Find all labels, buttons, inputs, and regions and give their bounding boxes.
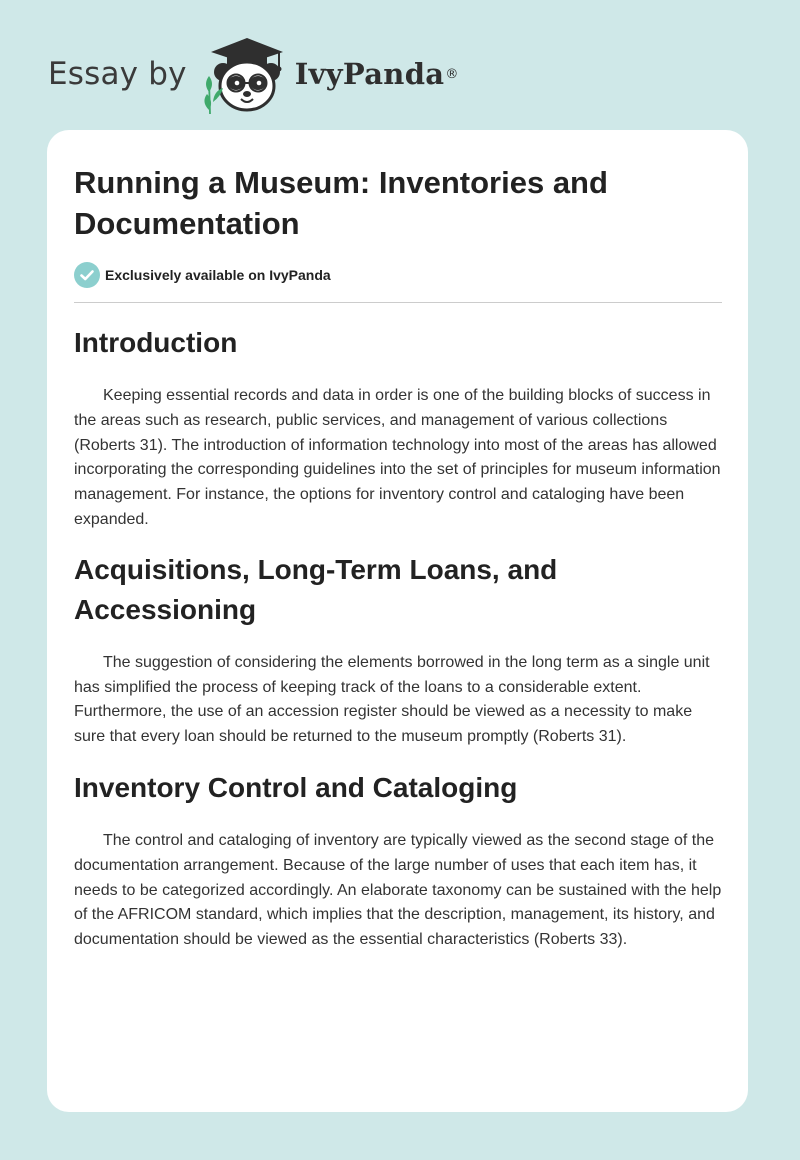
article-card (47, 130, 748, 1112)
exclusive-label: Exclusively available on IvyPanda (105, 267, 331, 283)
section-heading-acquisitions: Acquisitions, Long-Term Loans, and Accessioning (74, 553, 558, 625)
brand-header[interactable] (48, 34, 458, 114)
check-circle-icon (74, 262, 100, 288)
brand-name: IvyPanda (294, 57, 445, 91)
section-heading-introduction: Introduction (74, 327, 238, 358)
section-heading-inventory: Inventory Control and Cataloging (74, 771, 518, 803)
exclusive-badge (74, 262, 724, 288)
article-title: Running a Museum: Inventories and Documentation (74, 165, 608, 241)
registered-mark: ® (445, 66, 459, 82)
title-divider (74, 302, 722, 303)
article-content (74, 162, 724, 953)
section-paragraph-introduction: Keeping essential records and data in order is one of the building blocks of success in the areas such as research, public services, and management of various collections (Roberts 31). The introduction of information technology into most of the areas has allowed incorporating the corresponding guidelines into the set of principles for museum information management. For instance, the options for inventory control and cataloging have been expanded. (74, 387, 721, 528)
section-paragraph-acquisitions: The suggestion of considering the elements borrowed in the long term as a single unit has simplified the process of keeping track of the loans to a considerable extent. Furthermore, the use of an accession register should be viewed as a necessity to make sure that every loan should be returned to the museum promptly (Roberts 31). (74, 653, 710, 746)
section-paragraph-inventory: The control and cataloging of inventory are typically viewed as the second stage of the documentation arrangement. Because of the large number of uses that each item has, it needs to be categorized accordingly. An elaborate taxonomy can be sustained with the help of the AFRICOM standard, which implies that the description, management, its history, and documentation should be viewed as the essential characteristics (Roberts 33). (74, 831, 722, 949)
panda-graduate-icon (201, 34, 293, 114)
brand-prefix: Essay by (48, 56, 187, 92)
